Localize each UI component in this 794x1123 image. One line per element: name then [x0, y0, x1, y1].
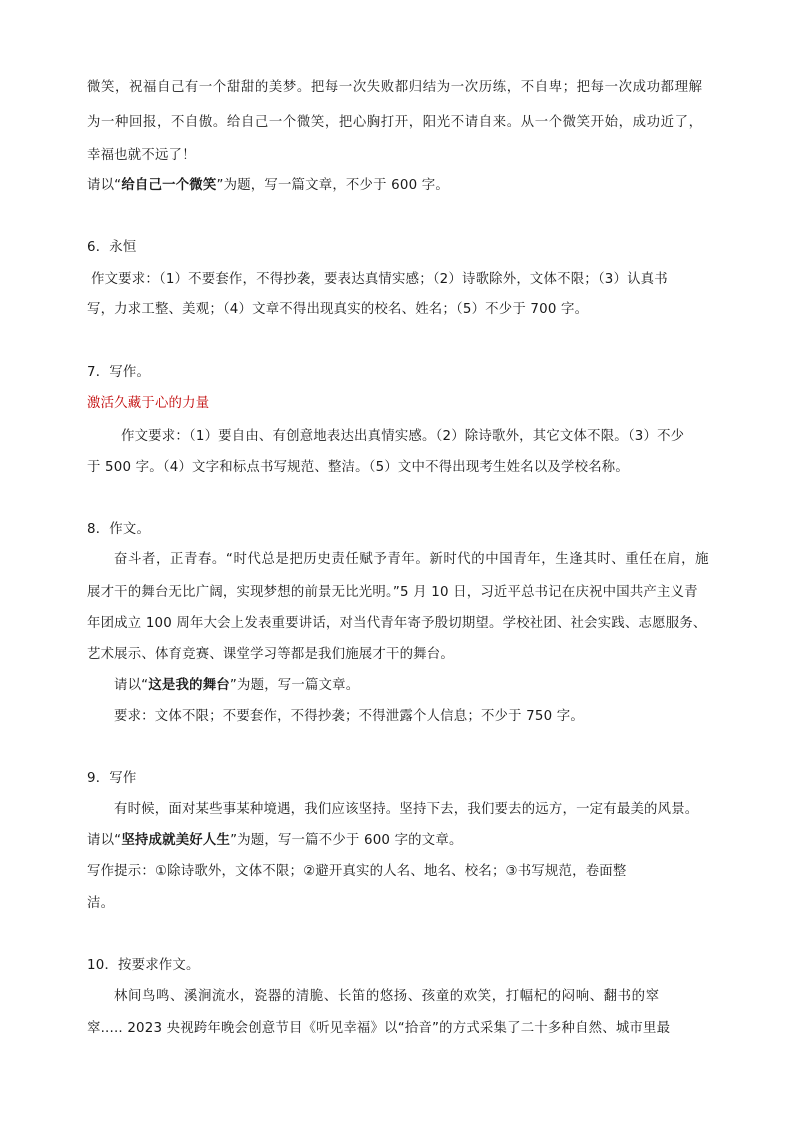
q8-line-3: 年团成立 100 周年大会上发表重要讲话，对当代青年寄予殷切期望。学校社团、社会实践、志愿服务、	[87, 616, 707, 631]
prompt-title: 这是我的舞台	[148, 678, 230, 693]
q6-line-1: 作文要求：（1）不要套作，不得抄袭，要表达真情实感；（2）诗歌除外，文体不限；（3）认真书	[91, 272, 668, 287]
prompt-title: 给自己一个微笑	[121, 178, 217, 193]
q9-hint-line-2: 洁。	[87, 896, 115, 911]
q8-line-4: 艺术展示、体育竞赛、课堂学习等都是我们施展才干的舞台。	[87, 647, 454, 662]
intro-prompt	[87, 176, 449, 196]
q8-requirement: 要求：文体不限；不要套作，不得抄袭；不得泄露个人信息；不少于 750 字。	[114, 709, 584, 724]
q10-line-2: 窣..... 2023 央视跨年晚会创意节目《听见幸福》以“拾音”的方式采集了二十多种自然、城市里最	[87, 1021, 671, 1036]
q9-prompt	[87, 831, 463, 851]
q7-heading: 7．写作。	[87, 365, 151, 380]
q9-hint-line-1: 写作提示：①除诗歌外，文体不限；②避开真实的人名、地名、校名；③书写规范，卷面整	[87, 864, 627, 879]
q8-prompt	[114, 676, 359, 696]
q7-line-2: 于 500 字。（4）文字和标点书写规范、整洁。（5）文中不得出现考生姓名以及学校名称。	[87, 460, 629, 475]
prompt-prefix: 请以“	[87, 833, 122, 848]
prompt-prefix: 请以“	[114, 678, 149, 693]
prompt-suffix: ”为题，写一篇文章，不少于 600 字。	[216, 178, 449, 193]
q6-heading: 6．永恒	[87, 240, 137, 255]
prompt-title: 坚持成就美好人生	[121, 833, 231, 848]
q7-line-1: 作文要求：（1）要自由、有创意地表达出真情实感。（2）除诗歌外，其它文体不限。（3）不少	[121, 429, 685, 444]
intro-line-2: 为一种回报，不自傲。给自己一个微笑，把心胸打开，阳光不请自来。从一个微笑开始，成功近了，	[87, 115, 703, 130]
intro-line-1: 微笑，祝福自己有一个甜甜的美梦。把每一次失败都归结为一次历练，不自卑；把每一次成功都理解	[87, 80, 703, 95]
q8-line-1: 奋斗者，正青春。“时代总是把历史责任赋予青年。新时代的中国青年，生逢其时、重任在肩，施	[114, 552, 710, 567]
q7-title: 激活久藏于心的力量	[87, 396, 210, 411]
prompt-prefix: 请以“	[87, 178, 122, 193]
prompt-suffix: ”为题，写一篇文章。	[229, 678, 360, 693]
q8-heading: 8．作文。	[87, 522, 151, 537]
q10-line-1: 林间鸟鸣、溪涧流水，瓷器的清脆、长笛的悠扬、孩童的欢笑，打幅杞的闷响、翻书的窣	[114, 989, 660, 1004]
q9-heading: 9．写作	[87, 771, 137, 786]
q6-line-2: 写，力求工整、美观；（4）文章不得出现真实的校名、姓名；（5）不少于 700 字。	[87, 302, 589, 317]
intro-line-3: 幸福也就不远了！	[87, 148, 196, 163]
q8-line-2: 展才干的舞台无比广阔，实现梦想的前景无比光明。”5 月 10 日，习近平总书记在庆祝中国共产主义青	[87, 585, 698, 600]
q9-line-1: 有时候，面对某些事某种境遇，我们应该坚持。坚持下去，我们要去的远方，一定有最美的风景。	[114, 802, 699, 817]
q10-heading: 10．按要求作文。	[87, 958, 200, 973]
prompt-suffix: ”为题，写一篇不少于 600 字的文章。	[230, 833, 463, 848]
